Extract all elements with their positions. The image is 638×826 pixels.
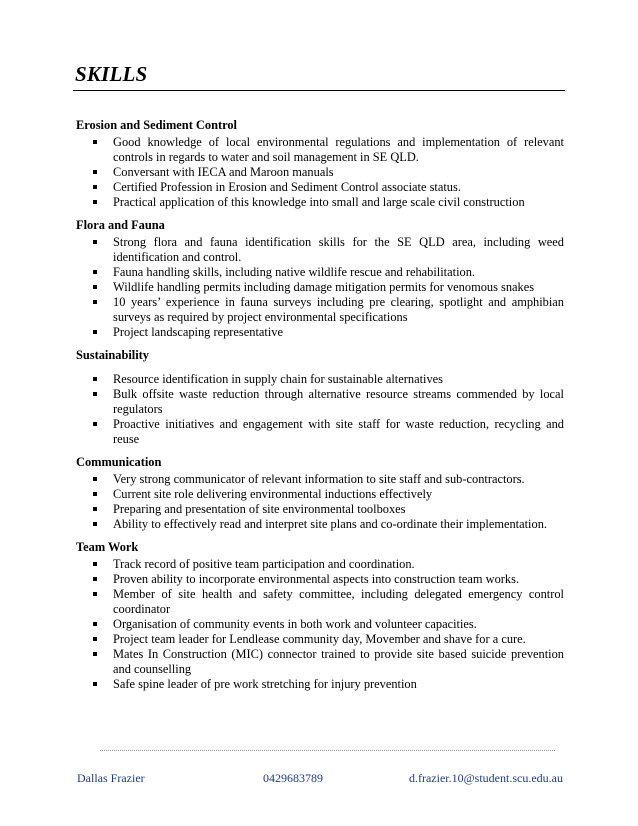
list-item-text: Very strong communicator of relevant information to site staff and sub-contractors. bbox=[113, 472, 525, 486]
section-heading: Flora and Fauna bbox=[76, 218, 165, 232]
section-heading: Team Work bbox=[76, 540, 139, 554]
list-item-text: Resource identification in supply chain for sustainable alternatives bbox=[113, 372, 443, 386]
section-flora-fauna bbox=[76, 218, 564, 340]
list-item-text: Conversant with IECA and Maroon manuals bbox=[113, 165, 334, 179]
bullet-icon bbox=[93, 285, 97, 289]
list-item-text: Bulk offsite waste reduction through alternative resource streams commended by local regulators bbox=[113, 387, 564, 416]
list-item bbox=[76, 557, 564, 572]
footer-phone: 0429683789 bbox=[263, 771, 323, 785]
list-item bbox=[76, 587, 564, 617]
list-item bbox=[76, 387, 564, 417]
list-item bbox=[76, 165, 564, 180]
skill-list bbox=[76, 135, 564, 210]
list-item-text: Safe spine leader of pre work stretching for injury prevention bbox=[113, 677, 417, 691]
list-item bbox=[76, 135, 564, 165]
list-item bbox=[76, 517, 564, 532]
bullet-icon bbox=[93, 170, 97, 174]
list-item bbox=[76, 617, 564, 632]
bullet-icon bbox=[93, 637, 97, 641]
footer-divider bbox=[100, 750, 555, 751]
list-item bbox=[76, 195, 564, 210]
bullet-icon bbox=[93, 330, 97, 334]
list-item bbox=[76, 235, 564, 265]
bullet-icon bbox=[93, 422, 97, 426]
list-item-text: Track record of positive team participation and coordination. bbox=[113, 557, 415, 571]
skill-list bbox=[76, 472, 564, 532]
bullet-icon bbox=[93, 392, 97, 396]
list-item bbox=[76, 265, 564, 280]
list-item-text: 10 years’ experience in fauna surveys including pre clearing, spotlight and amphibian surveys as required by project environmental specifications bbox=[113, 295, 564, 324]
list-item-text: Certified Profession in Erosion and Sediment Control associate status. bbox=[113, 180, 461, 194]
section-heading: Sustainability bbox=[76, 348, 149, 362]
title-divider bbox=[73, 90, 565, 91]
list-item-text: Project team leader for Lendlease community day, Movember and shave for a cure. bbox=[113, 632, 526, 646]
bullet-icon bbox=[93, 562, 97, 566]
skill-list bbox=[76, 372, 564, 447]
bullet-icon bbox=[93, 477, 97, 481]
footer-email: d.frazier.10@student.scu.edu.au bbox=[408, 771, 563, 785]
bullet-icon bbox=[93, 522, 97, 526]
list-item bbox=[76, 677, 564, 692]
list-item-text: Fauna handling skills, including native wildlife rescue and rehabilitation. bbox=[113, 265, 475, 279]
bullet-icon bbox=[93, 492, 97, 496]
list-item bbox=[76, 632, 564, 647]
section-team-work bbox=[76, 540, 564, 692]
footer-name: Dallas Frazier bbox=[77, 771, 145, 785]
list-item-text: Member of site health and safety committee, including delegated emergency control coordinator bbox=[113, 587, 564, 616]
list-item-text: Preparing and presentation of site environmental toolboxes bbox=[113, 502, 406, 516]
list-item bbox=[76, 472, 564, 487]
list-item bbox=[76, 417, 564, 447]
list-item-text: Proven ability to incorporate environmental aspects into construction team works. bbox=[113, 572, 520, 586]
list-item-text: Mates In Construction (MIC) connector trained to provide site based suicide prevention and counselling bbox=[113, 647, 564, 676]
bullet-icon bbox=[93, 577, 97, 581]
list-item bbox=[76, 295, 564, 325]
section-sustainability bbox=[76, 348, 564, 447]
bullet-icon bbox=[93, 622, 97, 626]
list-item-text: Strong flora and fauna identification skills for the SE QLD area, including weed identification and control. bbox=[113, 235, 564, 264]
bullet-icon bbox=[93, 140, 97, 144]
list-item-text: Project landscaping representative bbox=[113, 325, 283, 339]
bullet-icon bbox=[93, 507, 97, 511]
list-item bbox=[76, 647, 564, 677]
bullet-icon bbox=[93, 300, 97, 304]
bullet-icon bbox=[93, 270, 97, 274]
list-item bbox=[76, 572, 564, 587]
list-item-text: Current site role delivering environmental inductions effectively bbox=[113, 487, 433, 501]
list-item bbox=[76, 325, 564, 340]
list-item-text: Organisation of community events in both work and volunteer capacities. bbox=[113, 617, 477, 631]
bullet-icon bbox=[93, 200, 97, 204]
skills-content bbox=[76, 118, 564, 692]
list-item bbox=[76, 280, 564, 295]
bullet-icon bbox=[93, 240, 97, 244]
list-item-text: Good knowledge of local environmental regulations and implementation of relevant controls in regards to water and soil management in SE QLD. bbox=[113, 135, 564, 164]
bullet-icon bbox=[93, 652, 97, 656]
bullet-icon bbox=[93, 185, 97, 189]
bullet-icon bbox=[93, 682, 97, 686]
section-erosion bbox=[76, 118, 564, 210]
list-item-text: Proactive initiatives and engagement with site staff for waste reduction, recycling and reuse bbox=[113, 417, 564, 446]
section-heading: Erosion and Sediment Control bbox=[76, 118, 237, 132]
section-heading: Communication bbox=[76, 455, 162, 469]
list-item-text: Wildlife handling permits including damage mitigation permits for venomous snakes bbox=[113, 280, 535, 294]
list-item bbox=[76, 180, 564, 195]
skill-list bbox=[76, 235, 564, 340]
list-item-text: Ability to effectively read and interpret site plans and co-ordinate their implementation. bbox=[113, 517, 547, 531]
bullet-icon bbox=[93, 377, 97, 381]
list-item bbox=[76, 487, 564, 502]
skill-list bbox=[76, 557, 564, 692]
page-title: SKILLS bbox=[75, 62, 148, 86]
list-item bbox=[76, 372, 564, 387]
bullet-icon bbox=[93, 592, 97, 596]
list-item bbox=[76, 502, 564, 517]
section-communication bbox=[76, 455, 564, 532]
list-item-text: Practical application of this knowledge into small and large scale civil construction bbox=[113, 195, 525, 209]
